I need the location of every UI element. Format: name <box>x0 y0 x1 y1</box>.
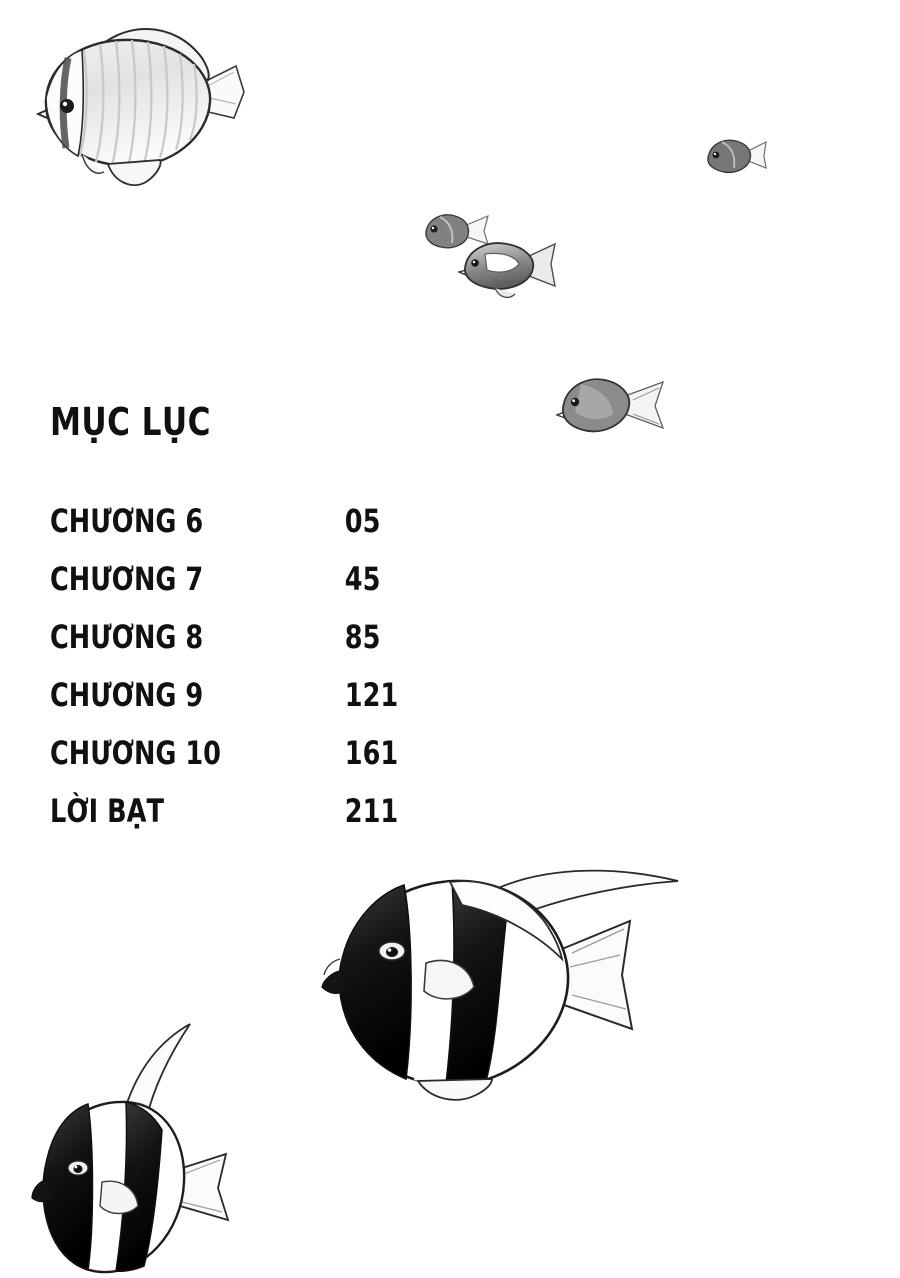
toc-page-number: 85 <box>344 618 381 656</box>
toc-page-number: 161 <box>344 734 399 772</box>
table-of-contents <box>50 400 516 850</box>
toc-chapter-label: CHƯƠNG 9 <box>50 676 204 714</box>
small-fish-right-illustration <box>700 132 772 184</box>
small-fish-center-illustration <box>555 370 670 448</box>
list-item[interactable] <box>50 676 516 734</box>
bannerfish-small-illustration <box>30 1020 240 1278</box>
toc-chapter-label: LỜI BẠT <box>50 792 164 830</box>
list-item[interactable] <box>50 792 516 850</box>
toc-chapter-label: CHƯƠNG 10 <box>50 734 221 772</box>
toc-chapter-label: CHƯƠNG 6 <box>50 502 204 540</box>
bannerfish-large-illustration <box>300 855 690 1105</box>
list-item[interactable] <box>50 618 516 676</box>
toc-page-number: 211 <box>344 792 399 830</box>
butterflyfish-illustration <box>22 14 252 194</box>
toc-chapter-label: CHƯƠNG 7 <box>50 560 204 598</box>
toc-page-number: 05 <box>344 502 381 540</box>
toc-page-number: 45 <box>344 560 381 598</box>
toc-page-number: 121 <box>344 676 399 714</box>
toc-list <box>50 502 516 850</box>
list-item[interactable] <box>50 560 516 618</box>
toc-chapter-label: CHƯƠNG 8 <box>50 618 204 656</box>
list-item[interactable] <box>50 734 516 792</box>
tang-fish-illustration <box>455 236 560 306</box>
list-item[interactable] <box>50 502 516 560</box>
page-title: MỤC LỤC <box>50 400 211 444</box>
